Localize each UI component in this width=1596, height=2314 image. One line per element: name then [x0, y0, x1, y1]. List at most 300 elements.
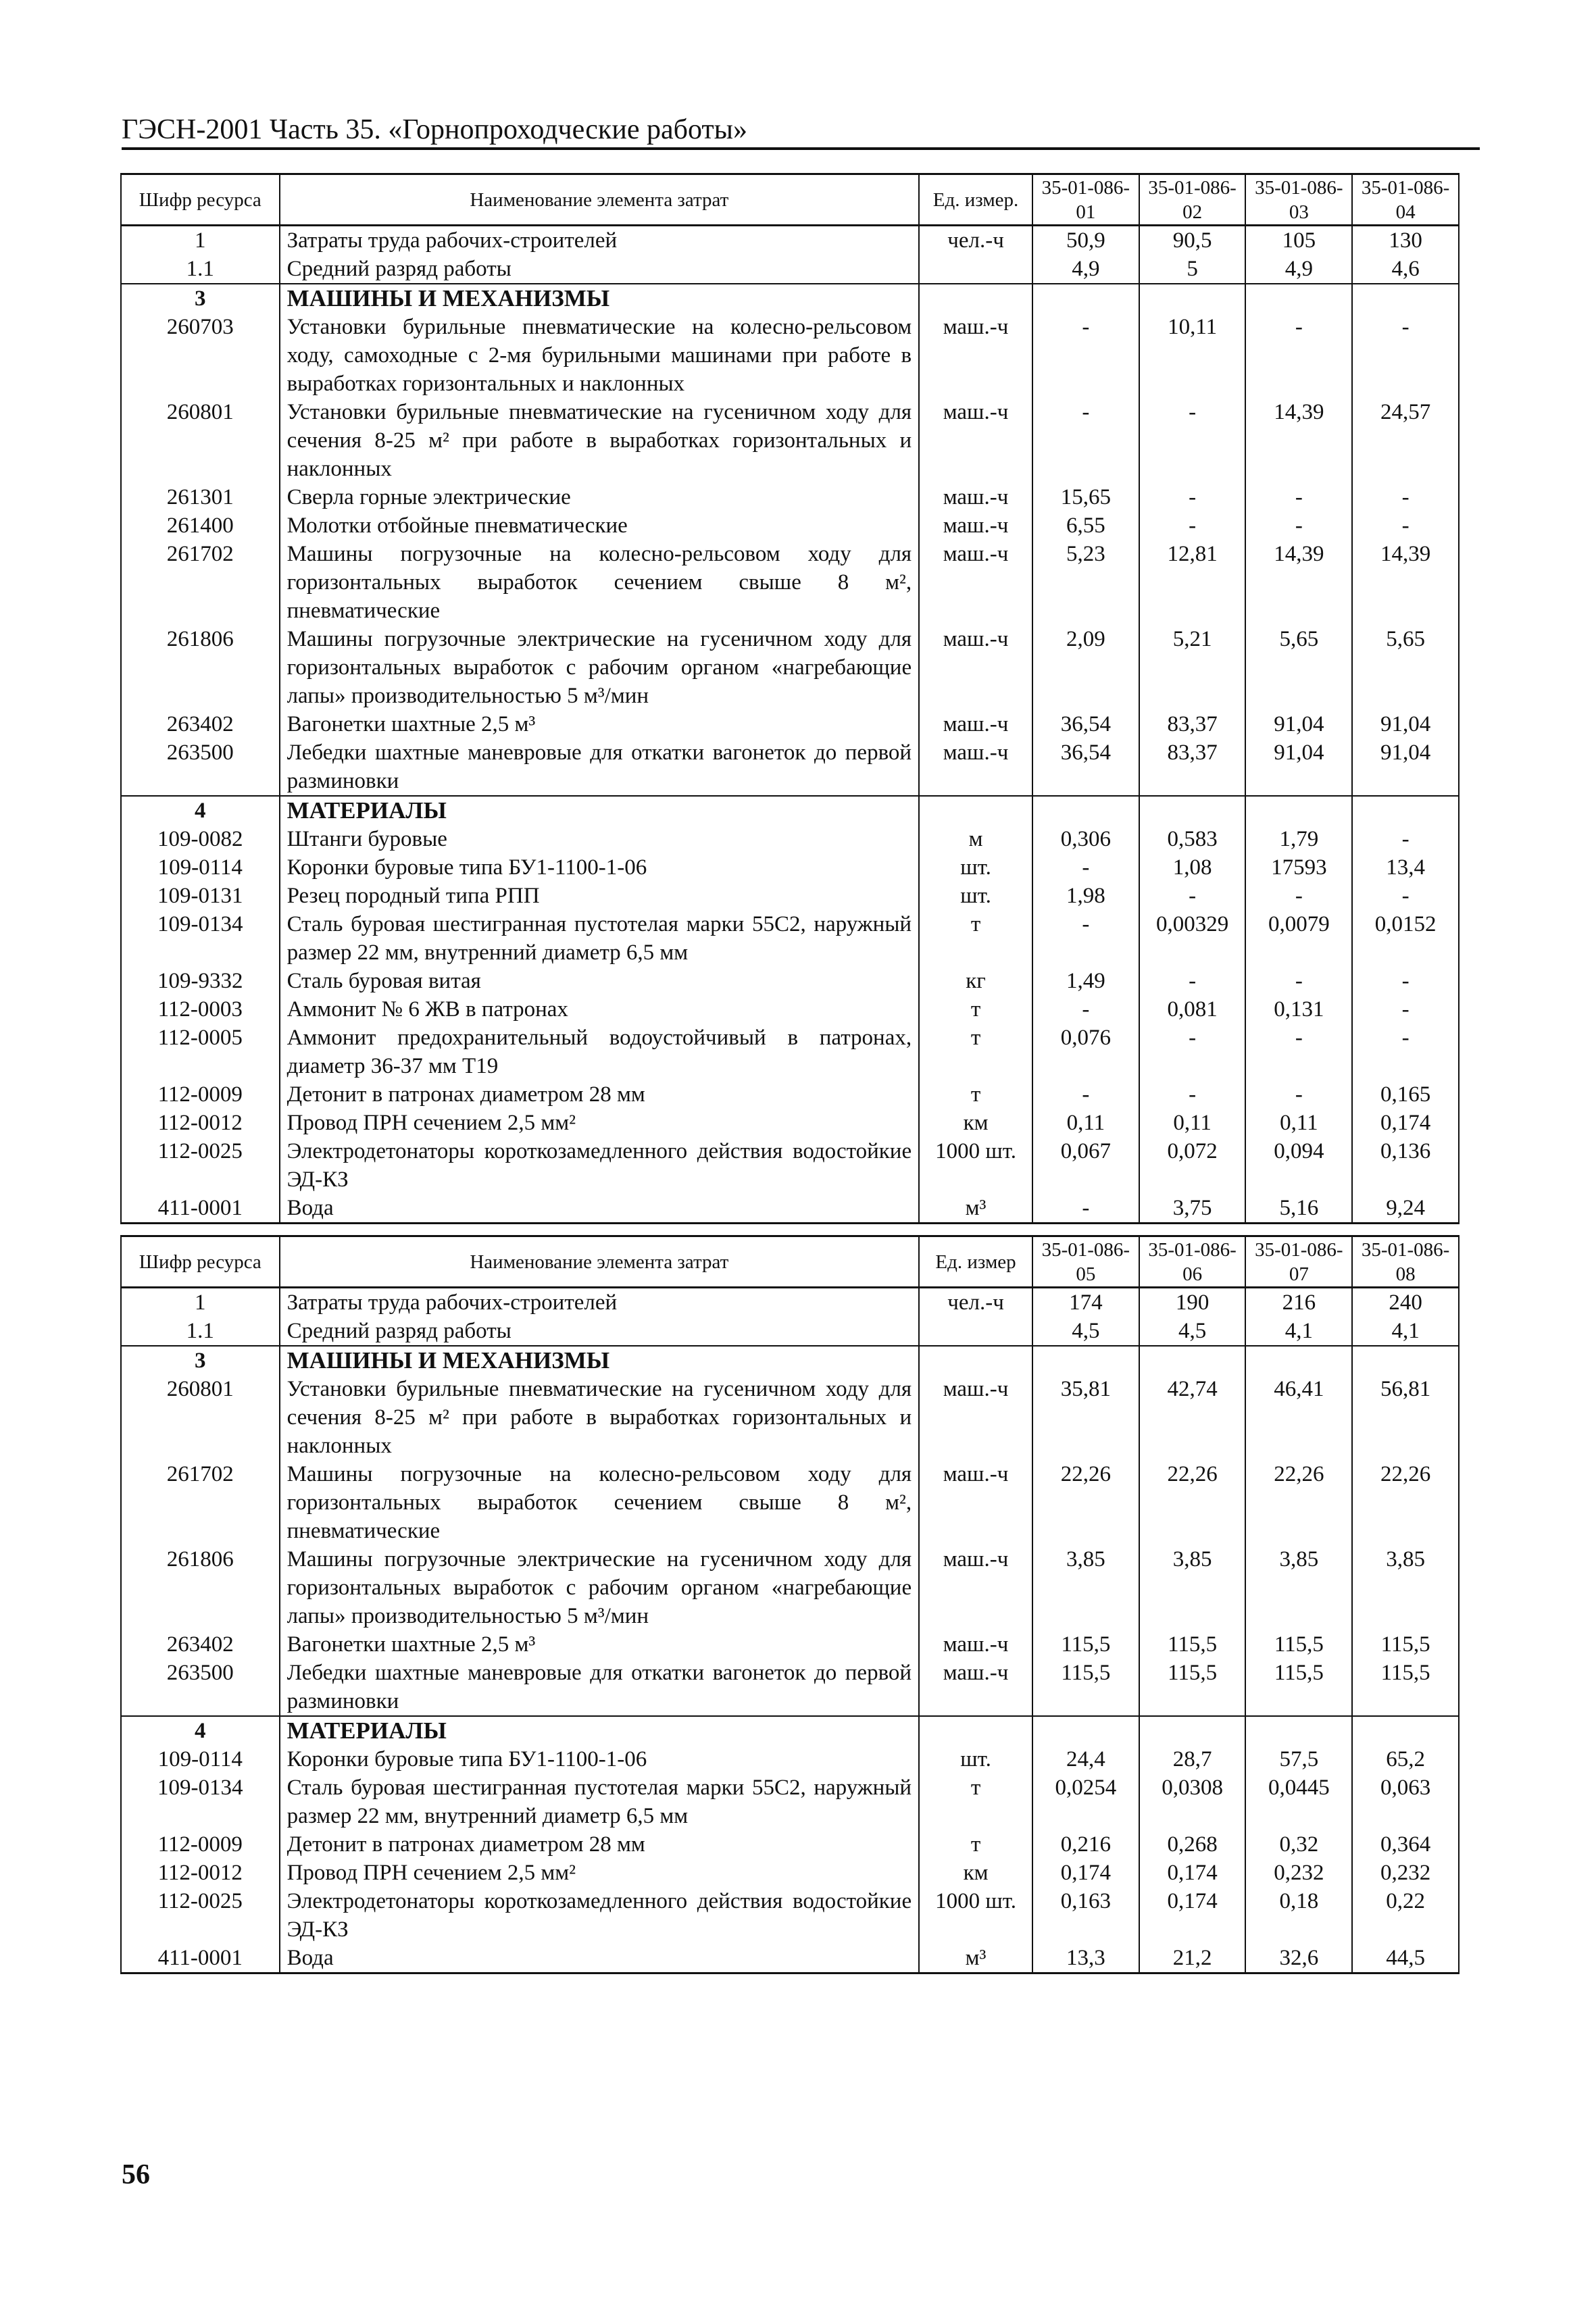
value-cell: 0,0445: [1245, 1774, 1352, 1830]
value-cell: -: [1352, 1024, 1459, 1080]
resource-code-cell: 109-0134: [121, 1774, 280, 1830]
value-cell: 15,65: [1032, 483, 1139, 511]
resource-name-cell: Детонит в патронах диаметром 28 мм: [280, 1830, 920, 1859]
resource-code-cell: 261806: [121, 625, 280, 710]
table-header-row: [121, 1236, 1459, 1288]
value-cell: -: [1032, 910, 1139, 967]
unit-cell: т: [919, 1774, 1032, 1830]
value-cell: 216: [1245, 1288, 1352, 1317]
resource-code-cell: 411-0001: [121, 1944, 280, 1973]
resource-name-cell: Средний разряд работы: [280, 1317, 920, 1346]
unit-cell: кг: [919, 967, 1032, 995]
value-cell: 115,5: [1245, 1659, 1352, 1716]
unit-cell: 1000 шт.: [919, 1137, 1032, 1194]
value-cell: [1352, 284, 1459, 313]
value-cell: -: [1032, 1194, 1139, 1224]
value-cell: [1245, 796, 1352, 825]
unit-cell: маш.-ч: [919, 1659, 1032, 1716]
resource-code-cell: 112-0009: [121, 1080, 280, 1109]
value-cell: 115,5: [1352, 1630, 1459, 1659]
value-cell: 4,6: [1352, 255, 1459, 284]
resource-code-cell: 263500: [121, 1659, 280, 1716]
table-row: [121, 1109, 1459, 1137]
header-name: Наименование элемента затрат: [280, 1236, 920, 1288]
section-row: [121, 1716, 1459, 1745]
resource-name-cell: Молотки отбойные пневматические: [280, 511, 920, 540]
value-cell: 115,5: [1139, 1630, 1246, 1659]
value-cell: 3,85: [1032, 1545, 1139, 1630]
value-cell: 0,11: [1139, 1109, 1246, 1137]
value-cell: 65,2: [1352, 1745, 1459, 1774]
value-cell: 14,39: [1245, 398, 1352, 483]
resource-code-cell: 112-0009: [121, 1830, 280, 1859]
section-title-cell: МАТЕРИАЛЫ: [280, 796, 920, 825]
table-row: [121, 226, 1459, 255]
resource-table-2: [120, 1235, 1460, 1974]
table-row: [121, 1317, 1459, 1346]
header-name: Наименование элемента затрат: [280, 174, 920, 226]
value-cell: 17593: [1245, 853, 1352, 882]
value-cell: -: [1139, 483, 1246, 511]
value-cell: 0,174: [1139, 1859, 1246, 1887]
value-cell: 0,11: [1032, 1109, 1139, 1137]
resource-code-cell: 261702: [121, 540, 280, 625]
value-cell: 6,55: [1032, 511, 1139, 540]
value-cell: 32,6: [1245, 1944, 1352, 1973]
resource-code-cell: 112-0005: [121, 1024, 280, 1080]
value-cell: 0,067: [1032, 1137, 1139, 1194]
table-row: [121, 882, 1459, 910]
value-cell: 0,094: [1245, 1137, 1352, 1194]
resource-name-cell: Электродетонаторы короткозамедленного действия водостойкие ЭД-КЗ: [280, 1887, 920, 1944]
resource-name-cell: Штанги буровые: [280, 825, 920, 853]
resource-code-cell: 260801: [121, 398, 280, 483]
value-cell: 0,174: [1352, 1109, 1459, 1137]
resource-code-cell: 3: [121, 1346, 280, 1375]
value-cell: 0,268: [1139, 1830, 1246, 1859]
unit-cell: т: [919, 1830, 1032, 1859]
value-cell: [1352, 1346, 1459, 1375]
resource-code-cell: 112-0025: [121, 1137, 280, 1194]
table-row: [121, 825, 1459, 853]
resource-name-cell: Затраты труда рабочих-строителей: [280, 1288, 920, 1317]
value-cell: 28,7: [1139, 1745, 1246, 1774]
value-cell: 0,0152: [1352, 910, 1459, 967]
table-row: [121, 1859, 1459, 1887]
resource-code-cell: 263402: [121, 710, 280, 738]
resource-name-cell: Аммонит № 6 ЖВ в патронах: [280, 995, 920, 1024]
value-cell: -: [1352, 313, 1459, 398]
value-cell: 3,75: [1139, 1194, 1246, 1224]
resource-name-cell: Машины погрузочные на колесно-рельсовом ходу для горизонтальных выработок сечением свыше 8 м², пневматические: [280, 1460, 920, 1545]
value-cell: 105: [1245, 226, 1352, 255]
resource-code-cell: 260801: [121, 1375, 280, 1460]
resource-code-cell: 1: [121, 226, 280, 255]
value-cell: [1139, 1716, 1246, 1745]
resource-name-cell: Машины погрузочные на колесно-рельсовом ходу для горизонтальных выработок сечением свыше 8 м², пневматические: [280, 540, 920, 625]
resource-name-cell: Машины погрузочные электрические на гусеничном ходу для горизонтальных выработок с рабочим органом «нагребающие лапы» производительностью 5 м³/мин: [280, 1545, 920, 1630]
resource-name-cell: Коронки буровые типа БУ1-1100-1-06: [280, 853, 920, 882]
header-unit: Ед. измер: [919, 1236, 1032, 1288]
value-cell: 91,04: [1245, 710, 1352, 738]
value-cell: -: [1352, 483, 1459, 511]
value-cell: 3,85: [1352, 1545, 1459, 1630]
table-row: [121, 1080, 1459, 1109]
value-cell: 91,04: [1245, 738, 1352, 796]
resource-name-cell: Сталь буровая шестигранная пустотелая марки 55С2, наружный размер 22 мм, внутренний диаметр 6,5 мм: [280, 910, 920, 967]
resource-name-cell: Машины погрузочные электрические на гусеничном ходу для горизонтальных выработок с рабочим органом «нагребающие лапы» производительностью 5 м³/мин: [280, 625, 920, 710]
value-cell: 2,09: [1032, 625, 1139, 710]
table-row: [121, 398, 1459, 483]
resource-code-cell: 4: [121, 1716, 280, 1745]
resource-name-cell: Вагонетки шахтные 2,5 м³: [280, 710, 920, 738]
unit-cell: [919, 1317, 1032, 1346]
resource-name-cell: Детонит в патронах диаметром 28 мм: [280, 1080, 920, 1109]
value-cell: 0,11: [1245, 1109, 1352, 1137]
unit-cell: маш.-ч: [919, 710, 1032, 738]
unit-cell: м³: [919, 1944, 1032, 1973]
header-divider: [122, 147, 1480, 150]
value-cell: 0,22: [1352, 1887, 1459, 1944]
value-cell: 36,54: [1032, 710, 1139, 738]
value-cell: 4,5: [1139, 1317, 1246, 1346]
resource-name-cell: Вагонетки шахтные 2,5 м³: [280, 1630, 920, 1659]
table-row: [121, 540, 1459, 625]
table-row: [121, 1375, 1459, 1460]
value-cell: 0,131: [1245, 995, 1352, 1024]
resource-code-cell: 3: [121, 284, 280, 313]
value-cell: 35,81: [1032, 1375, 1139, 1460]
value-cell: 36,54: [1032, 738, 1139, 796]
value-cell: -: [1139, 1024, 1246, 1080]
unit-cell: 1000 шт.: [919, 1887, 1032, 1944]
value-cell: [1352, 796, 1459, 825]
unit-cell: т: [919, 1080, 1032, 1109]
page-header: ГЭСН-2001 Часть 35. «Горнопроходческие работы»: [122, 114, 747, 145]
table-row: [121, 967, 1459, 995]
unit-cell: [919, 1346, 1032, 1375]
unit-cell: чел.-ч: [919, 226, 1032, 255]
unit-cell: км: [919, 1109, 1032, 1137]
table-row: [121, 1659, 1459, 1716]
table-body: [121, 1288, 1459, 1973]
value-cell: [1245, 1716, 1352, 1745]
header-col: 35-01-086-03: [1245, 174, 1352, 226]
resource-name-cell: Сталь буровая шестигранная пустотелая марки 55С2, наружный размер 22 мм, внутренний диаметр 6,5 мм: [280, 1774, 920, 1830]
resource-name-cell: Вода: [280, 1194, 920, 1224]
unit-cell: [919, 255, 1032, 284]
value-cell: -: [1139, 398, 1246, 483]
value-cell: -: [1032, 1080, 1139, 1109]
resource-code-cell: 1: [121, 1288, 280, 1317]
resource-code-cell: 1.1: [121, 1317, 280, 1346]
unit-cell: маш.-ч: [919, 511, 1032, 540]
value-cell: 0,232: [1245, 1859, 1352, 1887]
value-cell: 130: [1352, 226, 1459, 255]
resource-name-cell: Электродетонаторы короткозамедленного действия водостойкие ЭД-КЗ: [280, 1137, 920, 1194]
value-cell: 0,165: [1352, 1080, 1459, 1109]
value-cell: 1,79: [1245, 825, 1352, 853]
value-cell: 50,9: [1032, 226, 1139, 255]
resource-name-cell: Затраты труда рабочих-строителей: [280, 226, 920, 255]
header-col: 35-01-086-02: [1139, 174, 1246, 226]
value-cell: 0,0079: [1245, 910, 1352, 967]
value-cell: [1032, 1716, 1139, 1745]
table-row: [121, 1774, 1459, 1830]
value-cell: 3,85: [1139, 1545, 1246, 1630]
value-cell: 57,5: [1245, 1745, 1352, 1774]
resource-code-cell: 109-0114: [121, 1745, 280, 1774]
header-col: 35-01-086-07: [1245, 1236, 1352, 1288]
value-cell: 42,74: [1139, 1375, 1246, 1460]
value-cell: 5,65: [1245, 625, 1352, 710]
resource-code-cell: 109-0082: [121, 825, 280, 853]
value-cell: -: [1245, 483, 1352, 511]
unit-cell: т: [919, 995, 1032, 1024]
value-cell: -: [1032, 398, 1139, 483]
resource-code-cell: 109-0134: [121, 910, 280, 967]
resource-name-cell: Аммонит предохранительный водоустойчивый в патронах, диаметр 36-37 мм Т19: [280, 1024, 920, 1080]
value-cell: 0,072: [1139, 1137, 1246, 1194]
value-cell: 174: [1032, 1288, 1139, 1317]
value-cell: 13,4: [1352, 853, 1459, 882]
unit-cell: маш.-ч: [919, 738, 1032, 796]
value-cell: 90,5: [1139, 226, 1246, 255]
table-row: [121, 995, 1459, 1024]
value-cell: 0,364: [1352, 1830, 1459, 1859]
resource-code-cell: 112-0012: [121, 1109, 280, 1137]
resource-name-cell: Сверла горные электрические: [280, 483, 920, 511]
resource-code-cell: 261806: [121, 1545, 280, 1630]
unit-cell: маш.-ч: [919, 625, 1032, 710]
value-cell: 0,583: [1139, 825, 1246, 853]
value-cell: 115,5: [1245, 1630, 1352, 1659]
value-cell: 4,5: [1032, 1317, 1139, 1346]
value-cell: 22,26: [1139, 1460, 1246, 1545]
resource-code-cell: 112-0012: [121, 1859, 280, 1887]
table-row: [121, 738, 1459, 796]
resource-name-cell: Установки бурильные пневматические на гусеничном ходу для сечения 8-25 м² при работе в выработках горизонтальных и наклонных: [280, 398, 920, 483]
value-cell: -: [1245, 1080, 1352, 1109]
unit-cell: чел.-ч: [919, 1288, 1032, 1317]
resource-code-cell: 261400: [121, 511, 280, 540]
table-row: [121, 1745, 1459, 1774]
resource-code-cell: 261702: [121, 1460, 280, 1545]
value-cell: -: [1352, 967, 1459, 995]
value-cell: 46,41: [1245, 1375, 1352, 1460]
value-cell: -: [1352, 995, 1459, 1024]
value-cell: -: [1245, 511, 1352, 540]
value-cell: 0,216: [1032, 1830, 1139, 1859]
value-cell: 5,65: [1352, 625, 1459, 710]
resource-name-cell: Резец породный типа РПП: [280, 882, 920, 910]
table-row: [121, 625, 1459, 710]
table-body: [121, 226, 1459, 1224]
table-row: [121, 1137, 1459, 1194]
table-row: [121, 1630, 1459, 1659]
table-row: [121, 853, 1459, 882]
unit-cell: маш.-ч: [919, 398, 1032, 483]
value-cell: 1,49: [1032, 967, 1139, 995]
value-cell: -: [1245, 313, 1352, 398]
value-cell: 0,306: [1032, 825, 1139, 853]
value-cell: -: [1139, 967, 1246, 995]
resource-code-cell: 260703: [121, 313, 280, 398]
table-header-row: [121, 174, 1459, 226]
unit-cell: [919, 1716, 1032, 1745]
unit-cell: маш.-ч: [919, 1630, 1032, 1659]
value-cell: 4,9: [1245, 255, 1352, 284]
value-cell: [1245, 284, 1352, 313]
unit-cell: шт.: [919, 1745, 1032, 1774]
value-cell: 24,4: [1032, 1745, 1139, 1774]
resource-name-cell: Коронки буровые типа БУ1-1100-1-06: [280, 1745, 920, 1774]
value-cell: 24,57: [1352, 398, 1459, 483]
value-cell: -: [1245, 967, 1352, 995]
value-cell: 0,136: [1352, 1137, 1459, 1194]
resource-code-cell: 112-0025: [121, 1887, 280, 1944]
value-cell: 13,3: [1032, 1944, 1139, 1973]
table-row: [121, 511, 1459, 540]
value-cell: [1139, 796, 1246, 825]
resource-code-cell: 1.1: [121, 255, 280, 284]
table-row: [121, 255, 1459, 284]
value-cell: 1,98: [1032, 882, 1139, 910]
unit-cell: маш.-ч: [919, 1545, 1032, 1630]
header-col: 35-01-086-01: [1032, 174, 1139, 226]
value-cell: [1032, 796, 1139, 825]
resource-code-cell: 109-9332: [121, 967, 280, 995]
resource-name-cell: Вода: [280, 1944, 920, 1973]
table-row: [121, 910, 1459, 967]
header-unit: Ед. измер.: [919, 174, 1032, 226]
page-number: 56: [122, 2159, 150, 2190]
unit-cell: шт.: [919, 853, 1032, 882]
value-cell: -: [1139, 511, 1246, 540]
header-code: Шифр ресурса: [121, 174, 280, 226]
value-cell: 21,2: [1139, 1944, 1246, 1973]
resource-code-cell: 263500: [121, 738, 280, 796]
value-cell: 5,21: [1139, 625, 1246, 710]
value-cell: 14,39: [1352, 540, 1459, 625]
unit-cell: маш.-ч: [919, 313, 1032, 398]
value-cell: 10,11: [1139, 313, 1246, 398]
value-cell: 0,0254: [1032, 1774, 1139, 1830]
unit-cell: маш.-ч: [919, 540, 1032, 625]
resource-code-cell: 4: [121, 796, 280, 825]
value-cell: 5,16: [1245, 1194, 1352, 1224]
value-cell: [1032, 284, 1139, 313]
value-cell: 0,232: [1352, 1859, 1459, 1887]
section-row: [121, 284, 1459, 313]
unit-cell: шт.: [919, 882, 1032, 910]
value-cell: 4,1: [1352, 1317, 1459, 1346]
value-cell: 44,5: [1352, 1944, 1459, 1973]
value-cell: 115,5: [1139, 1659, 1246, 1716]
resource-name-cell: Лебедки шахтные маневровые для откатки вагонеток до первой разминовки: [280, 1659, 920, 1716]
resource-name-cell: Установки бурильные пневматические на колесно-рельсовом ходу, самоходные с 2-мя бурильными машинами при работе в выработках горизонтальных и наклонных: [280, 313, 920, 398]
table-row: [121, 710, 1459, 738]
resource-code-cell: 109-0114: [121, 853, 280, 882]
resource-name-cell: Установки бурильные пневматические на гусеничном ходу для сечения 8-25 м² при работе в выработках горизонтальных и наклонных: [280, 1375, 920, 1460]
table-row: [121, 313, 1459, 398]
resource-table-1: [120, 173, 1460, 1224]
value-cell: 14,39: [1245, 540, 1352, 625]
value-cell: 12,81: [1139, 540, 1246, 625]
table-row: [121, 1944, 1459, 1973]
header-col: 35-01-086-05: [1032, 1236, 1139, 1288]
unit-cell: [919, 796, 1032, 825]
resource-name-cell: Провод ПРН сечением 2,5 мм²: [280, 1109, 920, 1137]
value-cell: 0,174: [1139, 1887, 1246, 1944]
resource-code-cell: 109-0131: [121, 882, 280, 910]
resource-name-cell: Сталь буровая витая: [280, 967, 920, 995]
table-row: [121, 1194, 1459, 1224]
value-cell: -: [1032, 313, 1139, 398]
value-cell: 4,9: [1032, 255, 1139, 284]
value-cell: 83,37: [1139, 738, 1246, 796]
resource-name-cell: Провод ПРН сечением 2,5 мм²: [280, 1859, 920, 1887]
unit-cell: маш.-ч: [919, 1460, 1032, 1545]
unit-cell: т: [919, 1024, 1032, 1080]
value-cell: 190: [1139, 1288, 1246, 1317]
header-code: Шифр ресурса: [121, 1236, 280, 1288]
resource-name-cell: Лебедки шахтные маневровые для откатки вагонеток до первой разминовки: [280, 738, 920, 796]
value-cell: 0,081: [1139, 995, 1246, 1024]
value-cell: 56,81: [1352, 1375, 1459, 1460]
value-cell: 91,04: [1352, 710, 1459, 738]
section-row: [121, 796, 1459, 825]
value-cell: 9,24: [1352, 1194, 1459, 1224]
value-cell: 3,85: [1245, 1545, 1352, 1630]
resource-name-cell: Средний разряд работы: [280, 255, 920, 284]
unit-cell: маш.-ч: [919, 483, 1032, 511]
section-title-cell: МАТЕРИАЛЫ: [280, 1716, 920, 1745]
value-cell: [1245, 1346, 1352, 1375]
value-cell: 115,5: [1032, 1630, 1139, 1659]
value-cell: 0,00329: [1139, 910, 1246, 967]
value-cell: [1352, 1716, 1459, 1745]
unit-cell: м: [919, 825, 1032, 853]
value-cell: -: [1352, 511, 1459, 540]
value-cell: 91,04: [1352, 738, 1459, 796]
value-cell: -: [1139, 1080, 1246, 1109]
value-cell: -: [1245, 882, 1352, 910]
resource-code-cell: 261301: [121, 483, 280, 511]
header-col: 35-01-086-04: [1352, 174, 1459, 226]
value-cell: 0,0308: [1139, 1774, 1246, 1830]
value-cell: 0,18: [1245, 1887, 1352, 1944]
unit-cell: [919, 284, 1032, 313]
value-cell: [1139, 1346, 1246, 1375]
value-cell: 240: [1352, 1288, 1459, 1317]
header-col: 35-01-086-08: [1352, 1236, 1459, 1288]
value-cell: 0,174: [1032, 1859, 1139, 1887]
table-row: [121, 1460, 1459, 1545]
value-cell: 0,076: [1032, 1024, 1139, 1080]
table-row: [121, 1024, 1459, 1080]
value-cell: 83,37: [1139, 710, 1246, 738]
value-cell: 22,26: [1352, 1460, 1459, 1545]
value-cell: -: [1245, 1024, 1352, 1080]
unit-cell: м³: [919, 1194, 1032, 1224]
section-title-cell: МАШИНЫ И МЕХАНИЗМЫ: [280, 284, 920, 313]
value-cell: [1032, 1346, 1139, 1375]
value-cell: 22,26: [1032, 1460, 1139, 1545]
value-cell: 5,23: [1032, 540, 1139, 625]
table-row: [121, 1545, 1459, 1630]
table-row: [121, 1830, 1459, 1859]
